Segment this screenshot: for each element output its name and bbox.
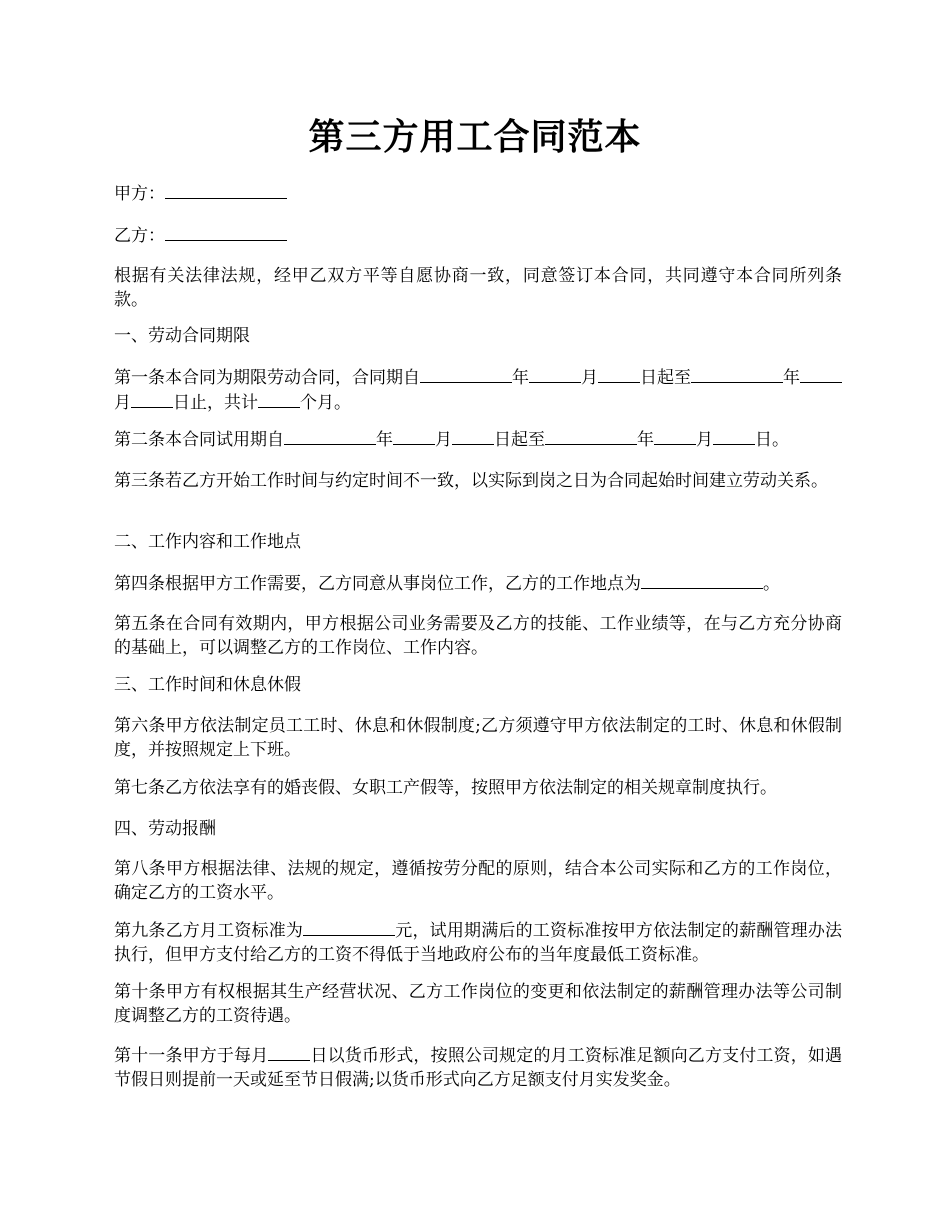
article-7: 第七条乙方依法享有的婚丧假、女职工产假等，按照甲方依法制定的相关规章制度执行。 [114, 778, 777, 798]
article-2-text: 日。 [755, 430, 789, 450]
article-4 [114, 571, 842, 596]
blank [654, 427, 696, 445]
article-2 [114, 427, 842, 452]
article-1-text: 日起至 [640, 368, 691, 388]
blank [284, 427, 376, 445]
article-6: 第六条甲方依法制定员工工时、休息和休假制度;乙方须遵守甲方依法制定的工时、休息和休假制度，并按照规定上下班。 [114, 716, 842, 760]
section-heading-1: 一、劳动合同期限 [114, 326, 250, 346]
article-1-text: 年 [783, 368, 800, 388]
blank [393, 427, 435, 445]
section-heading-4: 四、劳动报酬 [114, 819, 216, 839]
article-1-text: 第一条本合同为期限劳动合同，合同期自 [114, 368, 420, 388]
article-1-text: 月 [581, 368, 598, 388]
article-2-text: 年 [637, 430, 654, 450]
blank [420, 365, 512, 383]
party-b-blank [165, 223, 287, 241]
blank [131, 390, 173, 408]
article-10: 第十条甲方有权根据其生产经营状况、乙方工作岗位的变更和依法制定的薪酬管理办法等公司制度调整乙方的工资待遇。 [114, 982, 842, 1026]
article-11-text: 日以货币形式，按照公司规定的月工资标准足额向乙方支付工资，如遇节假日则提前一天或延至节日假满;以货币形式向乙方足额支付月实发奖金。 [114, 1046, 843, 1090]
blank [713, 427, 755, 445]
article-3: 第三条若乙方开始工作时间与约定时间不一致，以实际到岗之日为合同起始时间建立劳动关系。 [114, 471, 828, 491]
party-a-label: 甲方： [114, 184, 165, 204]
workplace-blank [641, 571, 763, 589]
page-title: 第三方用工合同范本 [308, 116, 642, 158]
article-4-text: 第四条根据甲方工作需要，乙方同意从事岗位工作，乙方的工作地点为 [114, 574, 641, 594]
article-4-text: 。 [763, 574, 780, 594]
blank [452, 427, 494, 445]
salary-blank [303, 918, 395, 936]
blank [545, 427, 637, 445]
section-heading-2: 二、工作内容和工作地点 [114, 532, 301, 552]
article-1-text: 月 [114, 393, 131, 413]
party-a-line [114, 181, 842, 206]
article-1-text: 日止，共计 [173, 393, 258, 413]
article-8: 第八条甲方根据法律、法规的规定，遵循按劳分配的原则，结合本公司实际和乙方的工作岗位，确定乙方的工资水平。 [114, 859, 842, 903]
blank [598, 365, 640, 383]
article-11 [114, 1043, 842, 1092]
article-2-text: 日起至 [494, 430, 545, 450]
article-1-text: 年 [512, 368, 529, 388]
party-b-label: 乙方： [114, 226, 165, 246]
blank [691, 365, 783, 383]
article-2-text: 月 [435, 430, 452, 450]
article-9-text: 第九条乙方月工资标准为 [114, 921, 304, 941]
party-b-line [114, 223, 842, 248]
article-5: 第五条在合同有效期内，甲方根据公司业务需要及乙方的技能、工作业绩等，在与乙方充分协商的基础上，可以调整乙方的工作岗位、工作内容。 [114, 614, 842, 658]
blank [800, 365, 842, 383]
article-11-text: 第十一条甲方于每月 [114, 1046, 269, 1066]
article-2-text: 第二条本合同试用期自 [114, 430, 284, 450]
article-1-text: 个月。 [300, 393, 351, 413]
party-a-blank [165, 181, 287, 199]
article-1 [114, 365, 842, 415]
article-9-text: 元，试用期满后的工资标准按甲方依法制定的薪酬管理办法执行，但甲方支付给乙方的工资不得低于当地政府公布的当年度最低工资标准。 [114, 921, 843, 965]
blank [529, 365, 581, 383]
payday-blank [268, 1043, 310, 1061]
article-2-text: 年 [376, 430, 393, 450]
article-9 [114, 918, 842, 967]
intro-paragraph: 根据有关法律法规，经甲乙双方平等自愿协商一致，同意签订本合同，共同遵守本合同所列条款。 [114, 266, 842, 310]
section-heading-3: 三、工作时间和休息休假 [114, 675, 301, 695]
article-2-text: 月 [696, 430, 713, 450]
blank [258, 390, 300, 408]
